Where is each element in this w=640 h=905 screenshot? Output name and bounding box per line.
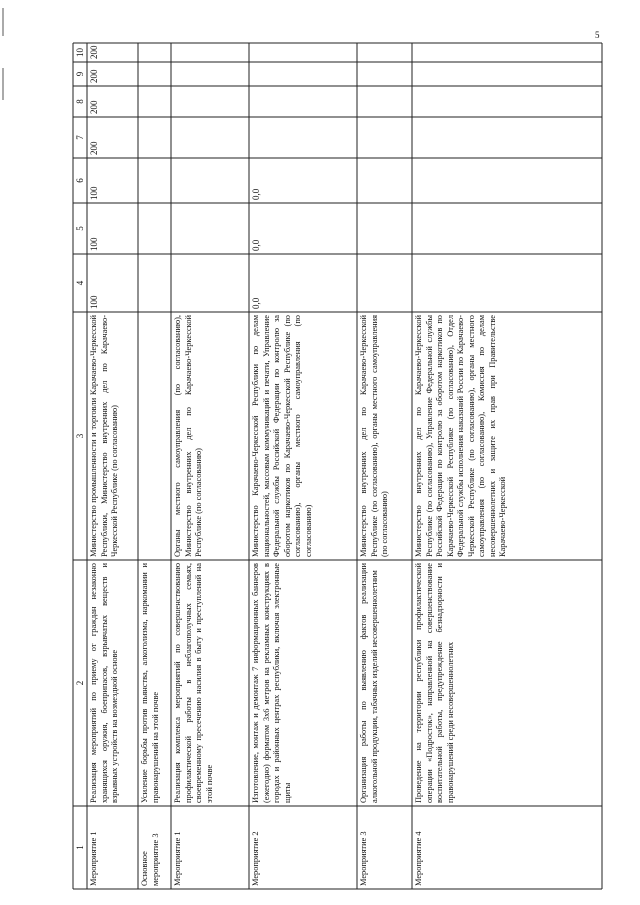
event-executors: Органы местного самоуправления (по согласованию), Министерство внутренних дел по Карачаево-Черкесской Республике (по согласованию) [173,315,203,557]
event-code: Мероприятие 2 [251,831,260,886]
value-2025: 200 [89,69,99,83]
value-2020: 100 [89,295,99,309]
event-name: Усиление борьбы против пьянства, алкоголизма, наркомании и правонарушений на этой почве [140,563,160,803]
event-code: Мероприятие 1 [89,831,98,886]
event-code: Мероприятие 3 [359,831,368,886]
header-col-2: 2 [75,680,85,686]
event-name: Реализация комплекса мероприятий по совершенствованию профилактической работы в неблагополучных семьях, своевременному пресечению насилия в быту и преступлений на этой почве [173,563,214,803]
value-2022: 0,0 [251,188,261,200]
value-2020: 0,0 [251,297,261,309]
header-col-2026: 10 [75,48,85,57]
event-name: Проведение на территории республики профилактической операции «Подросток», направленной на совершенствование воспитательной работы, предупреждение безнадзорности и правонарушений среди несовершеннолетних [414,563,455,803]
event-name: Организация работы по выявлению фактов реализации алкогольной продукции, табачных изделий несовершеннолетним [359,563,379,803]
event-executors: Министерство внутренних дел по Карачаево-Черкесской Республике (по согласованию), Управление Федеральной службы Российской Федерации по контролю за оборотом наркотиков по Карачаево-Черкесской Республике (по согласованию), Отдел Федеральной службы исполнения наказаний России по Карачаево-Черкесской Республике (по согласованию), органы местного самоуправления (по согласованию), Комиссия по делам несовершеннолетних и защите их прав при Правительстве Карачаево-Черкесской [414,315,507,557]
header-col-2025: 9 [75,71,85,77]
header-col-3: 3 [75,433,85,439]
header-col-1: 1 [75,845,85,850]
event-code: Основное мероприятие 3 [140,833,160,886]
event-executors: Министерство Карачаево-Черкесской Республики по делам национальностей, массовым коммуникаций и печати, Управление Федеральной службы Российской Федерации по контролю за оборотом наркотиков по Карачаево-Черкесской Республике (по согласованию), органы местного самоуправления (по согласованию) [251,315,313,557]
event-executors: Министерство внутренних дел по Карачаево-Черкесской Республике (по согласованию), органы местного самоуправления (по согласованию) [359,315,389,557]
header-col-2020: 4 [75,280,85,286]
event-name: Изготовление, монтаж и демонтаж 7 информационных баннеров (ежегодно) форматом 3х6 метров на рекламных конструкциях в городах и районных центрах республики, включая электронные щиты [251,563,292,803]
value-2024: 200 [89,100,99,114]
event-name: Реализация мероприятий по приему от граждан незаконно хранящихся оружия, боеприпасов, взрывчатых веществ и взрывных устройств на возмездной основе [89,563,119,803]
event-executors: Министерство промышленности и торговли Карачаево-Черкесской Республики, Министерство внутренних дел по Карачаево-Черкесской Республике (по согласованию) [89,315,119,557]
value-2022: 100 [89,186,99,200]
event-code: Мероприятие 4 [414,831,423,886]
value-2023: 200 [89,141,99,155]
value-2021: 0,0 [251,239,261,251]
header-col-2021: 5 [75,226,85,231]
page-number: 5 [595,30,600,40]
event-code: Мероприятие 1 [173,831,182,886]
header-col-2023: 7 [75,135,85,140]
header-col-2024: 8 [75,99,85,104]
value-2026: 200 [89,45,99,59]
header-col-2022: 6 [75,178,85,183]
value-2021: 100 [89,237,99,251]
